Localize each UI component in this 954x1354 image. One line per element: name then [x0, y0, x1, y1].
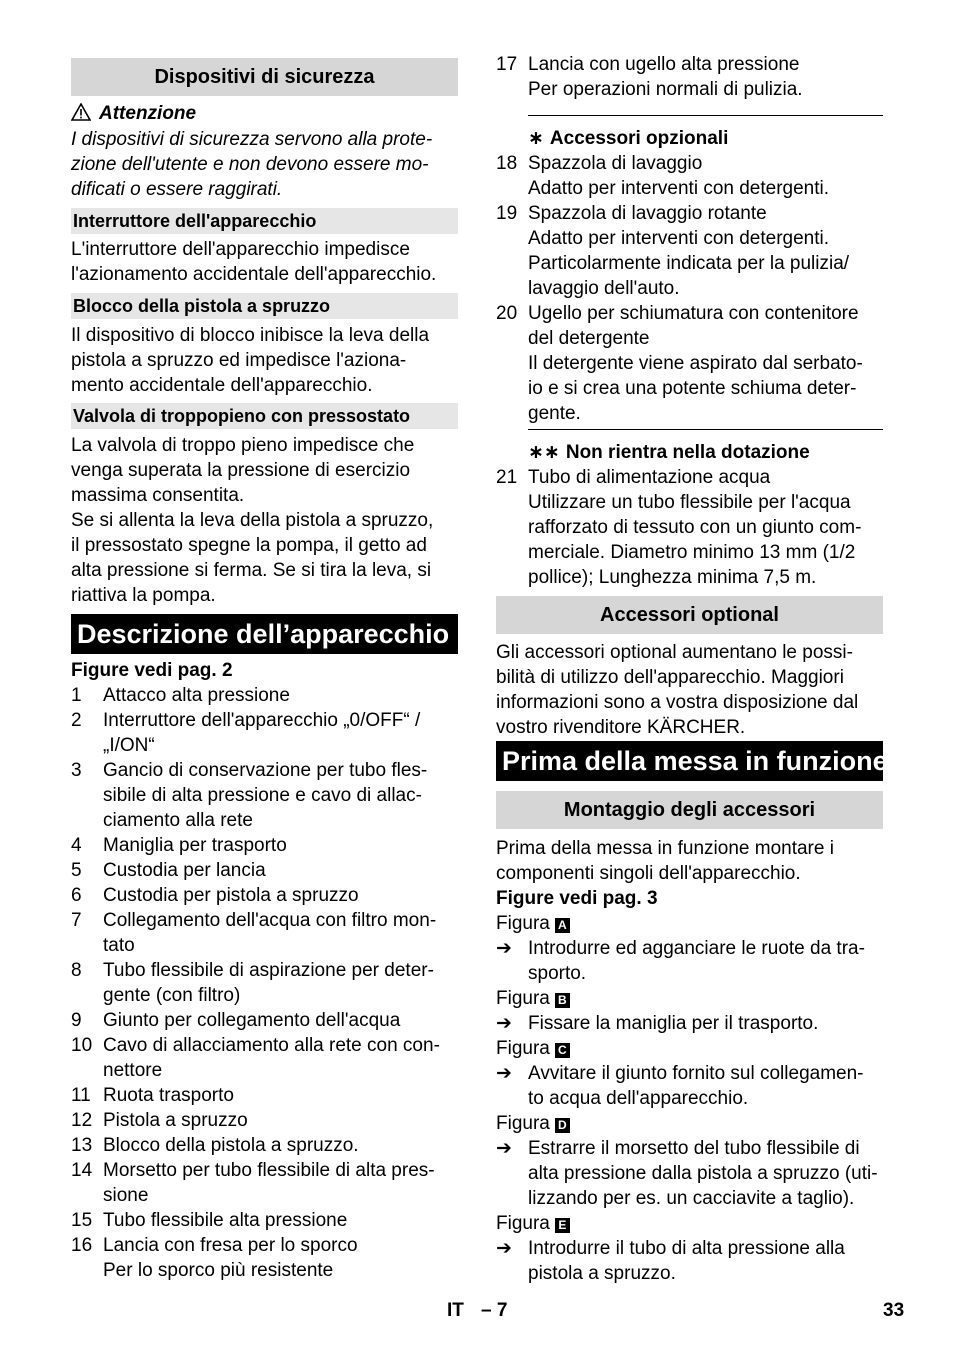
list-item	[71, 1108, 458, 1133]
valve-text-2: Se si allenta la leva della pistola a spruzzo, il pressostato spegne la pompa, il getto ad alta pressione si ferma. Se si tira la leva, si riattiva la pompa.	[71, 510, 434, 606]
step-text: Fissare la maniglia per il trasporto.	[528, 1013, 819, 1034]
list-item	[71, 858, 458, 883]
footer-language: IT	[447, 1300, 464, 1321]
lock-heading: Blocco della pistola a spruzzo	[71, 293, 458, 319]
item-text: Tubo flessibile alta pressione	[103, 1210, 348, 1231]
item-number: 21	[496, 467, 518, 488]
list-item	[71, 1033, 458, 1083]
list-item	[71, 1083, 458, 1108]
item-text: Interruttore dell'apparecchio „0/OFF“ / „I/ON“	[103, 710, 421, 756]
instruction-step	[496, 1136, 883, 1211]
component-item-17	[496, 52, 883, 102]
item-text: Ruota trasporto	[103, 1085, 234, 1106]
item-text: Lancia con ugello alta pressione Per operazioni normali di pulizia.	[528, 54, 803, 100]
item-number: 1	[71, 685, 82, 706]
figure-word: Figura	[496, 1038, 550, 1059]
step-text: Avvitare il giunto fornito sul collegamen- to acqua dell'apparecchio.	[528, 1063, 864, 1109]
warning-title	[71, 101, 458, 126]
double-asterisk-icon: ∗∗	[528, 442, 560, 463]
figure-word: Figura	[496, 988, 550, 1009]
switch-text: L'interruttore dell'apparecchio impedisce l'azionamento accidentale dell'apparecchio.	[71, 239, 437, 285]
figure-letter-box: B	[555, 993, 570, 1008]
item-text: Custodia per pistola a spruzzo	[103, 885, 359, 906]
instruction-step	[496, 936, 883, 986]
item-number: 6	[71, 885, 82, 906]
figure-word: Figura	[496, 1213, 550, 1234]
list-item	[496, 201, 883, 301]
item-text: Ugello per schiumatura con contenitore del detergente Il detergente viene aspirato dal serbato- io e si crea una potente schiuma deter- gente.	[528, 303, 863, 424]
component-list	[71, 683, 458, 1283]
figure-word: Figura	[496, 1113, 550, 1134]
figure-word: Figura	[496, 913, 550, 934]
separator-rule	[528, 115, 883, 116]
item-text: Morsetto per tubo flessibile di alta pres- sione	[103, 1160, 435, 1206]
accessories-optional-heading: Accessori optional	[496, 596, 883, 634]
arrow-right-icon: ➔	[496, 1063, 512, 1084]
description-title: Descrizione dell’apparecchio	[71, 614, 458, 654]
list-item	[71, 758, 458, 833]
mounting-steps	[496, 911, 883, 1286]
step-text: Estrarre il morsetto del tubo flessibile di alta pressione dalla pistola a spruzzo (uti- lizzando per es. un cacciavite a taglio).	[528, 1138, 878, 1209]
figure-letter-box: E	[555, 1218, 570, 1233]
mounting-text: Prima della messa in funzione montare i componenti singoli dell'apparecchio.	[496, 838, 834, 884]
instruction-step	[496, 1236, 883, 1286]
optional-accessories-heading	[496, 126, 883, 151]
figure-letter-box: A	[555, 918, 570, 933]
item-text: Attacco alta pressione	[103, 685, 290, 706]
list-item	[71, 1233, 458, 1283]
not-included-label: Non rientra nella dotazione	[565, 442, 810, 463]
item-text: Pistola a spruzzo	[103, 1110, 248, 1131]
figure-label	[496, 1211, 883, 1236]
item-text: Giunto per collegamento dell'acqua	[103, 1010, 401, 1031]
item-number: 20	[496, 303, 518, 324]
item-number: 10	[71, 1035, 93, 1056]
figure-label	[496, 986, 883, 1011]
item-number: 16	[71, 1235, 93, 1256]
item-number: 11	[71, 1085, 91, 1106]
item-number: 17	[496, 54, 518, 75]
footer-section-page: – 7	[481, 1300, 508, 1321]
arrow-right-icon: ➔	[496, 938, 512, 959]
item-number: 4	[71, 835, 82, 856]
list-item	[71, 683, 458, 708]
instruction-step	[496, 1061, 883, 1111]
figure-letter-box: C	[555, 1043, 570, 1058]
list-item	[71, 958, 458, 1008]
list-item	[71, 708, 458, 758]
list-item	[496, 301, 883, 426]
figure-label	[496, 1111, 883, 1136]
item-number: 14	[71, 1160, 93, 1181]
item-number: 12	[71, 1110, 93, 1131]
separator-rule	[528, 429, 883, 430]
item-number: 15	[71, 1210, 93, 1231]
item-text: Cavo di allacciamento alla rete con con- nettore	[103, 1035, 440, 1081]
item-text: Maniglia per trasporto	[103, 835, 287, 856]
list-item	[71, 1158, 458, 1208]
accessories-optional-text: Gli accessori optional aumentano le possi- bilità di utilizzo dell'apparecchio. Maggiori informazioni sono a vostra disposizione dal vostro rivenditore KÄRCHER.	[496, 642, 859, 738]
warning-text: I dispositivi di sicurezza servono alla prote- zione dell'utente e non devono essere mo- dificati o essere raggirati.	[71, 129, 433, 200]
list-item	[71, 1008, 458, 1033]
figure-label	[496, 1036, 883, 1061]
figure-ref-right: Figure vedi pag. 3	[496, 888, 658, 909]
instruction-step	[496, 1011, 883, 1036]
step-text: Introdurre il tubo di alta pressione alla pistola a spruzzo.	[528, 1238, 845, 1284]
not-included-heading	[496, 440, 883, 465]
item-number: 2	[71, 710, 82, 731]
item-text: Collegamento dell'acqua con filtro mon- tato	[103, 910, 437, 956]
item-number: 19	[496, 203, 518, 224]
lock-text: Il dispositivo di blocco inibisce la leva della pistola a spruzzo ed impedisce l'aziona- mento accidentale dell'apparecchio.	[71, 325, 430, 396]
item-text: Spazzola di lavaggio Adatto per interventi con detergenti.	[528, 153, 830, 199]
component-item-21	[496, 465, 883, 590]
item-text: Tubo flessibile di aspirazione per deter- gente (con filtro)	[103, 960, 434, 1006]
list-item	[496, 52, 883, 102]
optional-accessories-label: Accessori opzionali	[549, 128, 729, 149]
item-text: Gancio di conservazione per tubo fles- sibile di alta pressione e cavo di allac- ciamento alla rete	[103, 760, 428, 831]
warning-triangle-icon	[71, 103, 91, 121]
item-number: 3	[71, 760, 82, 781]
item-text: Lancia con fresa per lo sporco Per lo sporco più resistente	[103, 1235, 358, 1281]
item-number: 5	[71, 860, 82, 881]
list-item	[71, 1133, 458, 1158]
valve-heading: Valvola di troppopieno con pressostato	[71, 403, 458, 429]
item-number: 9	[71, 1010, 82, 1031]
list-item	[71, 908, 458, 958]
figure-letter-box: D	[555, 1118, 570, 1133]
list-item	[71, 1208, 458, 1233]
page-number: 33	[883, 1300, 905, 1321]
safety-heading: Dispositivi di sicurezza	[71, 58, 458, 96]
item-number: 18	[496, 153, 518, 174]
item-number: 7	[71, 910, 82, 931]
switch-heading: Interruttore dell'apparecchio	[71, 208, 458, 234]
item-text: Spazzola di lavaggio rotante Adatto per interventi con detergenti. Particolarmente indicata per la pulizia/ lavaggio dell'auto.	[528, 203, 850, 299]
item-number: 13	[71, 1135, 93, 1156]
item-text: Tubo di alimentazione acqua Utilizzare un tubo flessibile per l'acqua rafforzato di tessuto con un giunto com- merciale. Diametro minimo 13 mm (1/2 pollice); Lunghezza minima 7,5 m.	[528, 467, 862, 588]
list-item	[71, 833, 458, 858]
item-number: 8	[71, 960, 82, 981]
item-text: Blocco della pistola a spruzzo.	[103, 1135, 359, 1156]
step-text: Introdurre ed agganciare le ruote da tra- sporto.	[528, 938, 865, 984]
figure-label	[496, 911, 883, 936]
list-item	[496, 465, 883, 590]
item-text: Custodia per lancia	[103, 860, 266, 881]
arrow-right-icon: ➔	[496, 1138, 512, 1159]
arrow-right-icon: ➔	[496, 1238, 512, 1259]
list-item	[496, 151, 883, 201]
list-item	[71, 883, 458, 908]
figure-ref-left: Figure vedi pag. 2	[71, 660, 233, 681]
warning-label: Attenzione	[99, 103, 197, 124]
mounting-heading: Montaggio degli accessori	[496, 791, 883, 829]
single-asterisk-icon: ∗	[528, 128, 544, 149]
arrow-right-icon: ➔	[496, 1013, 512, 1034]
valve-text-1: La valvola di troppo pieno impedisce che venga superata la pressione di esercizio massima consentita.	[71, 435, 415, 506]
startup-title: Prima della messa in funzione	[496, 741, 883, 781]
optional-accessories-list	[496, 151, 883, 426]
